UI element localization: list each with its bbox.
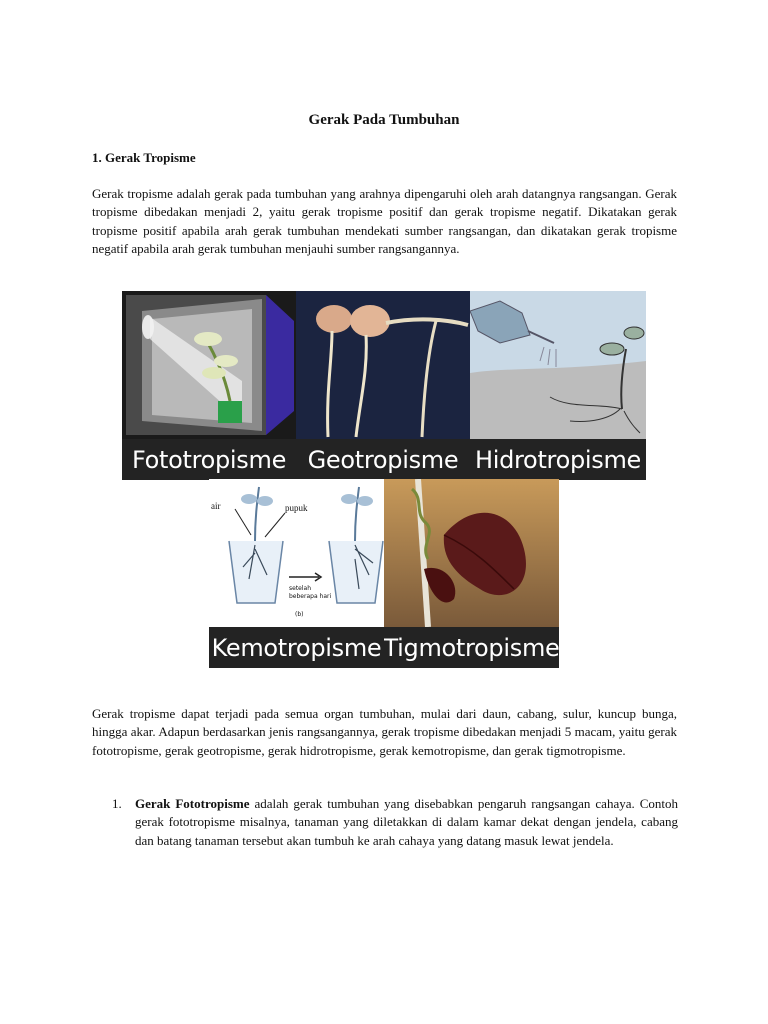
caption-geotropisme: Geotropisme — [296, 439, 470, 480]
caption-fototropisme: Fototropisme — [122, 439, 296, 480]
figure-panel-tigmotropisme — [384, 479, 559, 668]
list-item-text: adalah gerak tumbuhan yang disebabkan pengaruh rangsangan cahaya. Contoh gerak fototropisme misalnya, tanaman yang diletakkan di dalam kamar dekat dengan jendela, cabang dan batang tanaman tersebut akan tumbuh ke arah cahaya yang datang masuk lewat jendela. — [135, 796, 678, 848]
list-item-number: 1. — [112, 796, 122, 811]
chemotropism-illustration — [209, 479, 384, 627]
figure-panel-kemotropisme — [209, 479, 384, 668]
paragraph-types: Gerak tropisme dapat terjadi pada semua organ tumbuhan, mulai dari daun, cabang, sulur, kuncup bunga, hingga akar. Adapun berdasarkan jenis rangsangannya, gerak tropisme dibedakan menjadi 5 macam, yaitu gerak fototropisme, gerak geotropisme, gerak hidrotropisme, gerak kemotropisme, dan gerak tigmotropisme. — [92, 706, 677, 758]
caption-kemotropisme: Kemotropisme — [209, 627, 384, 668]
list-item — [135, 795, 678, 850]
label-pupuk: pupuk — [285, 503, 308, 513]
figure-panel-geotropisme — [296, 291, 470, 480]
thigmotropism-photo — [384, 479, 559, 627]
figure-panel-hidrotropisme — [470, 291, 646, 480]
section-heading: 1. Gerak Tropisme — [92, 150, 196, 165]
label-setelah: setelah — [289, 585, 312, 592]
figure-panel-fototropisme — [122, 291, 296, 480]
label-beberapa-hari: beberapa hari — [289, 593, 332, 600]
page-title: Gerak Pada Tumbuhan — [308, 112, 460, 128]
paragraph-intro: Gerak tropisme adalah gerak pada tumbuhan yang arahnya dipengaruhi oleh arah datangnya rangsangan. Gerak tropisme dibedakan menjadi 2, yaitu gerak tropisme positif dan gerak tropisme negatif. Dikatakan gerak tropisme positif apabila arah gerak tumbuhan mendekati sumber rangsangan, dan dikatakan gerak tropisme negatif apabila arah gerak tumbuhan menjauhi sumber rangsangannya. — [92, 186, 677, 256]
label-b: (b) — [295, 611, 304, 618]
caption-hidrotropisme: Hidrotropisme — [470, 439, 646, 480]
label-air: air — [211, 501, 221, 511]
list-item-term: Gerak Fototropisme — [135, 796, 250, 811]
geotropism-photo — [296, 291, 470, 439]
phototropism-illustration — [122, 291, 296, 439]
caption-tigmotropisme: Tigmotropisme — [384, 627, 559, 668]
hydrotropism-illustration — [470, 291, 646, 439]
